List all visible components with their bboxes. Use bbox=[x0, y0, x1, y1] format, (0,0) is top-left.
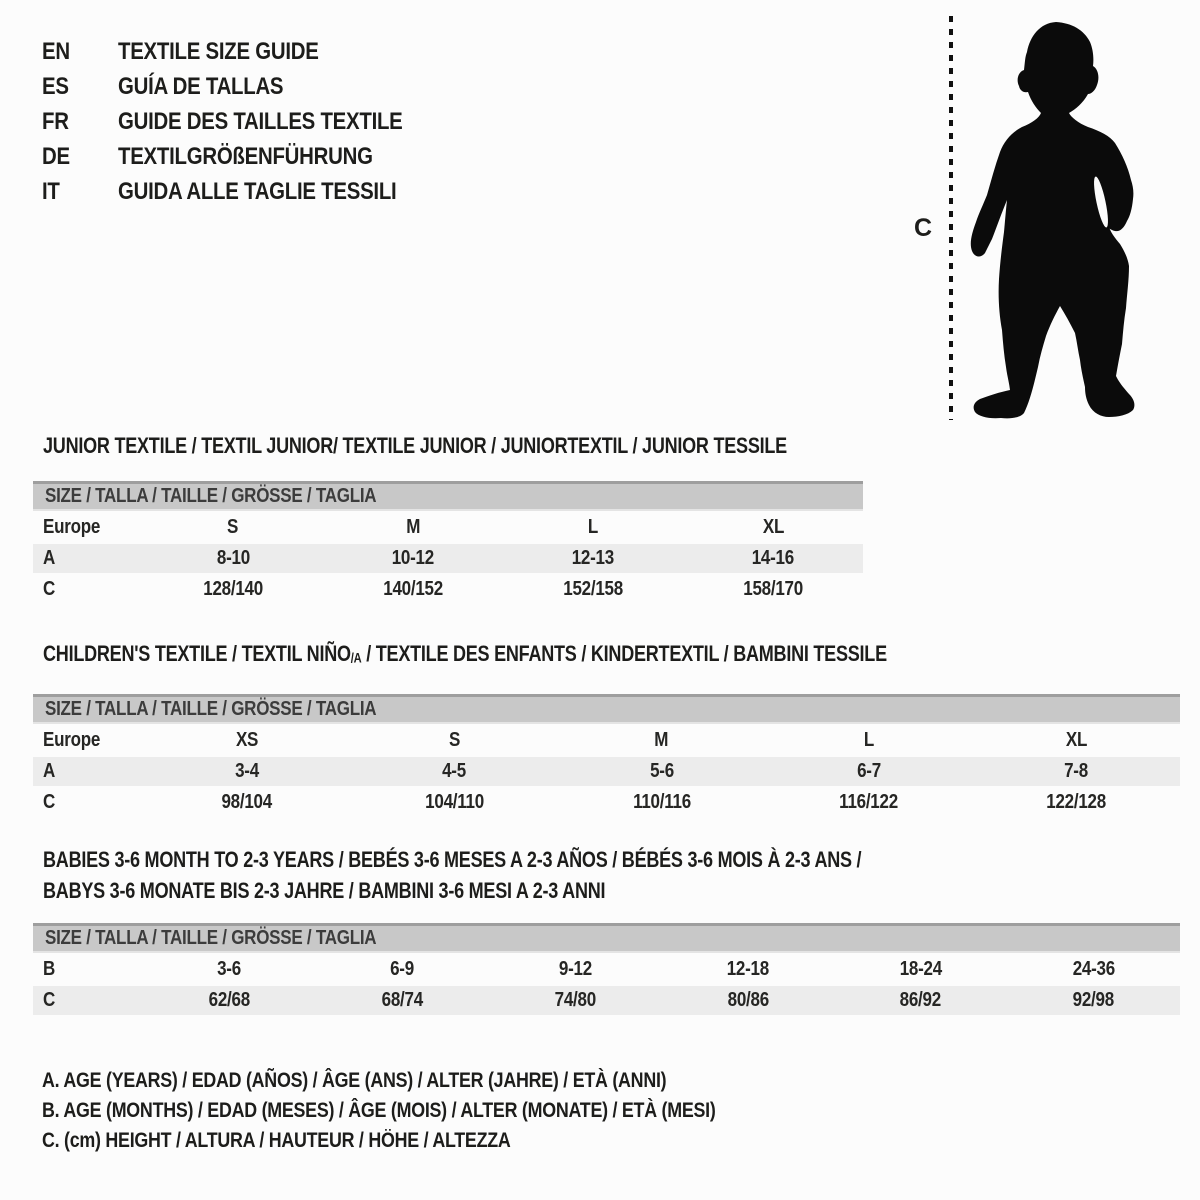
cell-text: 68/74 bbox=[381, 989, 423, 1011]
cell-text: 14-16 bbox=[751, 547, 795, 569]
cell-text: 128/140 bbox=[203, 578, 263, 600]
row-label-text: Europe bbox=[43, 728, 101, 751]
cell-text: 6-7 bbox=[857, 759, 881, 782]
cell-text: 12-13 bbox=[571, 547, 615, 569]
section-title-text bbox=[43, 430, 787, 461]
table-row-c bbox=[33, 986, 1180, 1015]
cell-text: 122/128 bbox=[1046, 790, 1107, 813]
section-junior bbox=[33, 430, 863, 604]
section-babies bbox=[33, 844, 1180, 1015]
cell bbox=[350, 729, 557, 752]
cell bbox=[1007, 989, 1180, 1012]
cell bbox=[834, 989, 1007, 1012]
legend-text: A. AGE (YEARS) / EDAD (AÑOS) / ÂGE (ANS) / ALTER (JAHRE) / ETÀ (ANNI) bbox=[42, 1069, 667, 1092]
row-label-text: Europe bbox=[43, 516, 101, 538]
title-subscript: /A bbox=[350, 650, 362, 666]
cell bbox=[143, 791, 350, 814]
cell-text: XL bbox=[1065, 728, 1087, 751]
cell bbox=[503, 578, 683, 601]
cell bbox=[323, 547, 503, 570]
cell bbox=[143, 729, 350, 752]
language-code-text: DE bbox=[42, 142, 70, 170]
cell bbox=[350, 791, 557, 814]
language-row bbox=[42, 34, 453, 69]
section-title-line bbox=[43, 430, 863, 461]
cell bbox=[143, 958, 316, 981]
section-title-text bbox=[43, 875, 605, 906]
cell bbox=[489, 989, 662, 1012]
row-label-text: C bbox=[43, 790, 56, 813]
cell-text: 3-6 bbox=[217, 958, 242, 980]
cell-text: 104/110 bbox=[424, 790, 484, 813]
title-part: JUNIOR TEXTILE / TEXTIL JUNIOR/ TEXTILE JUNIOR / JUNIORTEXTIL / JUNIOR TESSILE bbox=[43, 433, 787, 458]
row-label-text: A bbox=[43, 759, 56, 782]
language-label: TEXTILGRÖßENFÜHRUNG bbox=[118, 142, 373, 170]
section-children bbox=[33, 638, 1180, 817]
cell bbox=[489, 958, 662, 981]
size-header-text: SIZE / TALLA / TAILLE / GRÖSSE / TAGLIA bbox=[45, 697, 377, 720]
table-row-europe bbox=[33, 726, 1180, 755]
cell-text: 80/86 bbox=[727, 989, 769, 1011]
cell bbox=[558, 760, 765, 783]
section-title-line bbox=[43, 875, 1180, 906]
cell-text: 18-24 bbox=[899, 958, 942, 980]
language-list bbox=[42, 34, 453, 209]
cell bbox=[316, 958, 489, 981]
cell bbox=[765, 791, 972, 814]
cell bbox=[323, 578, 503, 601]
section-title bbox=[43, 638, 1180, 674]
cell bbox=[143, 989, 316, 1012]
cell bbox=[143, 547, 323, 570]
size-header-bar bbox=[33, 481, 863, 511]
cell bbox=[683, 578, 863, 601]
language-code bbox=[42, 143, 118, 171]
cell-text: 158/170 bbox=[743, 578, 803, 600]
section-title bbox=[43, 844, 1180, 906]
table-row-c bbox=[33, 788, 1180, 817]
title-part: BABIES 3-6 MONTH TO 2-3 YEARS / BEBÉS 3-6 MESES A 2-3 AÑOS / BÉBÉS 3-6 MOIS À 2-3 ANS / bbox=[43, 847, 862, 872]
cell-text: L bbox=[587, 516, 599, 538]
language-code-text: ES bbox=[42, 72, 69, 100]
toddler-silhouette-path bbox=[971, 22, 1135, 418]
cell-text: XS bbox=[235, 728, 258, 751]
row-label-text: C bbox=[43, 578, 56, 600]
legend-text: B. AGE (MONTHS) / EDAD (MESES) / ÂGE (MOIS) / ALTER (MONATE) / ETÀ (MESI) bbox=[42, 1099, 716, 1122]
cell bbox=[558, 791, 765, 814]
cell-text: 98/104 bbox=[221, 790, 272, 813]
cell bbox=[661, 989, 834, 1012]
language-code bbox=[42, 38, 118, 66]
language-label: GUIDE DES TAILLES TEXTILE bbox=[118, 107, 403, 135]
cell-text: L bbox=[863, 728, 874, 751]
cell-text: 5-6 bbox=[649, 759, 674, 782]
cell-text: 24-36 bbox=[1072, 958, 1115, 980]
language-code bbox=[42, 108, 118, 136]
cell bbox=[1007, 958, 1180, 981]
table-row-a bbox=[33, 757, 1180, 786]
cell-text: 152/158 bbox=[563, 578, 623, 600]
language-label: TEXTILE SIZE GUIDE bbox=[118, 37, 319, 65]
cell bbox=[143, 760, 350, 783]
cell bbox=[683, 547, 863, 570]
cell bbox=[503, 547, 683, 570]
cell bbox=[973, 760, 1180, 783]
row-label-text: B bbox=[43, 958, 56, 980]
cell bbox=[350, 760, 557, 783]
row-label bbox=[33, 791, 143, 814]
size-header-text: SIZE / TALLA / TAILLE / GRÖSSE / TAGLIA bbox=[45, 927, 377, 949]
title-part: BABYS 3-6 MONATE BIS 2-3 JAHRE / BAMBINI 3-6 MESI A 2-3 ANNI bbox=[43, 878, 606, 903]
cell bbox=[503, 516, 683, 539]
language-row bbox=[42, 174, 453, 209]
cell-text: 12-18 bbox=[726, 958, 769, 980]
cell-text: 140/152 bbox=[383, 578, 443, 600]
cell-text: S bbox=[227, 516, 239, 538]
row-label bbox=[33, 989, 143, 1012]
cell-text: 3-4 bbox=[234, 759, 259, 782]
cell-text: 10-12 bbox=[391, 547, 435, 569]
language-label: GUÍA DE TALLAS bbox=[118, 72, 284, 100]
section-title-line bbox=[43, 844, 1180, 875]
row-label-text: A bbox=[43, 547, 56, 569]
size-header-text: SIZE / TALLA / TAILLE / GRÖSSE / TAGLIA bbox=[45, 485, 377, 507]
title-part: / TEXTILE DES ENFANTS / KINDERTEXTIL / BAMBINI TESSILE bbox=[361, 641, 887, 666]
size-header-bar bbox=[33, 923, 1180, 953]
language-code-text: IT bbox=[42, 177, 60, 205]
cell-text: 62/68 bbox=[208, 989, 251, 1011]
cell bbox=[558, 729, 765, 752]
row-label bbox=[33, 958, 143, 981]
cell bbox=[765, 760, 972, 783]
table-row-b bbox=[33, 955, 1180, 984]
language-code bbox=[42, 73, 118, 101]
cell bbox=[143, 516, 323, 539]
cell bbox=[973, 791, 1180, 814]
cell-text: 8-10 bbox=[216, 547, 250, 569]
height-measure-label: C bbox=[914, 214, 933, 242]
cell-text: 9-12 bbox=[558, 958, 592, 980]
legend-text: C. (cm) HEIGHT / ALTURA / HAUTEUR / HÖHE / ALTEZZA bbox=[42, 1129, 511, 1152]
legend-line bbox=[42, 1066, 834, 1096]
cell bbox=[765, 729, 972, 752]
table-row-europe bbox=[33, 513, 863, 542]
section-title-line bbox=[43, 638, 1180, 674]
language-code-text: FR bbox=[42, 107, 69, 135]
table-row-a bbox=[33, 544, 863, 573]
row-label bbox=[33, 516, 143, 539]
legend-line bbox=[42, 1126, 834, 1156]
cell-text: 7-8 bbox=[1064, 759, 1089, 782]
language-code bbox=[42, 178, 118, 206]
row-label bbox=[33, 547, 143, 570]
cell bbox=[143, 578, 323, 601]
size-header-bar bbox=[33, 694, 1180, 724]
cell-text: 92/98 bbox=[1072, 989, 1115, 1011]
cell-text: M bbox=[654, 728, 669, 751]
cell bbox=[316, 989, 489, 1012]
cell-text: 86/92 bbox=[900, 989, 942, 1011]
toddler-silhouette-figure bbox=[952, 14, 1150, 422]
cell bbox=[683, 516, 863, 539]
cell-text: 110/116 bbox=[632, 790, 691, 813]
legend bbox=[42, 1066, 834, 1156]
section-title-text bbox=[43, 844, 861, 875]
language-code-text: EN bbox=[42, 37, 70, 65]
cell bbox=[973, 729, 1180, 752]
table-row-c bbox=[33, 575, 863, 604]
title-part: CHILDREN'S TEXTILE / TEXTIL NIÑO bbox=[43, 641, 351, 666]
row-label bbox=[33, 578, 143, 601]
section-title bbox=[43, 430, 863, 461]
cell bbox=[323, 516, 503, 539]
row-label-text: C bbox=[43, 989, 56, 1011]
section-title-text bbox=[43, 638, 887, 674]
cell-text: XL bbox=[762, 516, 784, 538]
cell-text: S bbox=[448, 728, 460, 751]
legend-line bbox=[42, 1096, 834, 1126]
row-label bbox=[33, 760, 143, 783]
language-row bbox=[42, 69, 453, 104]
cell-text: M bbox=[406, 516, 420, 538]
cell bbox=[661, 958, 834, 981]
language-row bbox=[42, 104, 453, 139]
cell bbox=[834, 958, 1007, 981]
language-label: GUIDA ALLE TAGLIE TESSILI bbox=[118, 177, 397, 205]
cell-text: 116/122 bbox=[839, 790, 899, 813]
cell-text: 74/80 bbox=[554, 989, 596, 1011]
language-row bbox=[42, 139, 453, 174]
row-label bbox=[33, 729, 143, 752]
cell-text: 4-5 bbox=[442, 759, 467, 782]
cell-text: 6-9 bbox=[390, 958, 415, 980]
